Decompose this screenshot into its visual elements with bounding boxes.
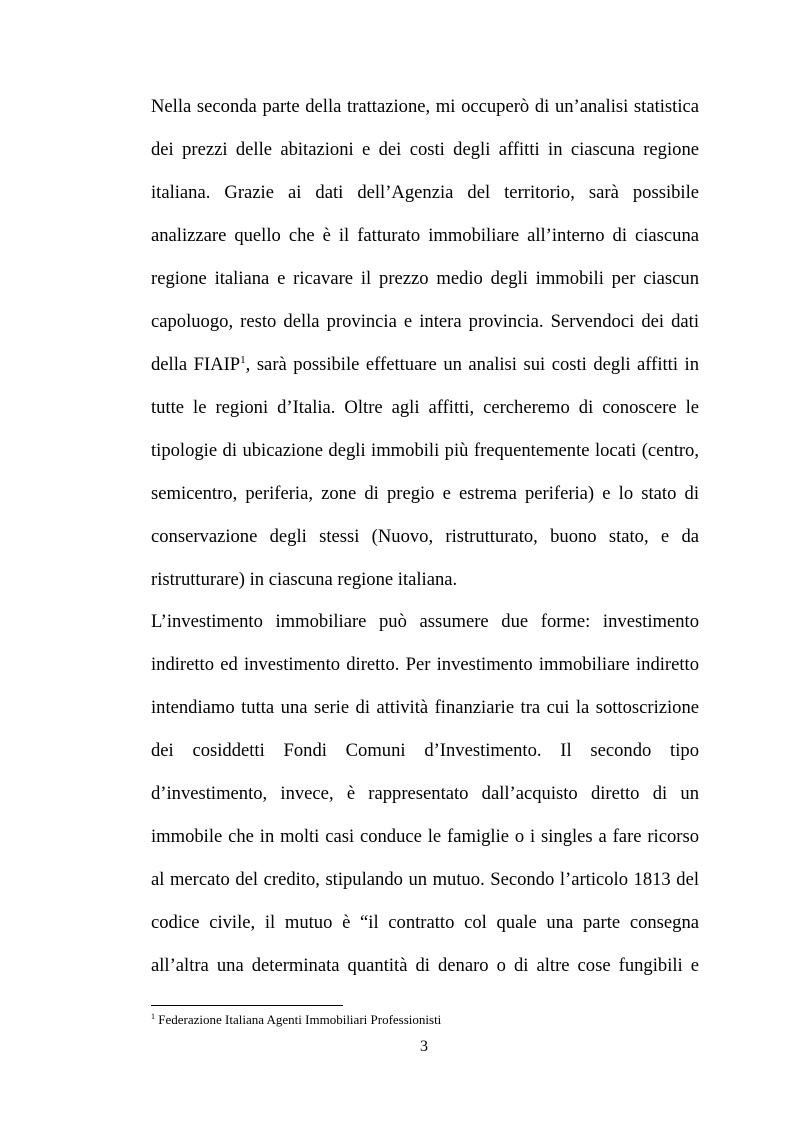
page-number: 3 bbox=[420, 1038, 428, 1055]
body-line-4: analizzare quello che è il fatturato immobiliare all’interno di ciascuna bbox=[151, 225, 699, 246]
body-line-15: intendiamo tutta una serie di attività finanziarie tra cui la sottoscrizione bbox=[151, 697, 699, 718]
footnote-separator bbox=[151, 1005, 343, 1006]
body-line-3: italiana. Grazie ai dati dell’Agenzia del territorio, sarà possibile bbox=[151, 182, 699, 203]
footnote-text: Federazione Italiana Agenti Immobiliari Professionisti bbox=[155, 1012, 442, 1027]
footnote-marker: 1 bbox=[151, 1012, 155, 1021]
body-line-8: tutte le regioni d’Italia. Oltre agli affitti, cercheremo di conoscere le bbox=[151, 397, 699, 418]
body-line-14: indiretto ed investimento diretto. Per investimento immobiliare indiretto bbox=[151, 654, 699, 675]
body-line-12: ristrutturare) in ciascuna regione italiana. bbox=[151, 569, 458, 590]
body-line-18: immobile che in molti casi conduce le famiglie o i singles a fare ricorso bbox=[151, 826, 699, 847]
body-line-11: conservazione degli stessi (Nuovo, ristrutturato, buono stato, e da bbox=[151, 526, 699, 547]
body-line-7-start: della FIAIP bbox=[151, 354, 241, 375]
body-line-6: capoluogo, resto della provincia e intera provincia. Servendoci dei dati bbox=[151, 311, 699, 332]
body-line-21: all’altra una determinata quantità di denaro o di altre cose fungibili e bbox=[151, 955, 699, 976]
footnote-reference: 1 bbox=[240, 354, 246, 366]
body-line-7-end: , sarà possibile effettuare un analisi sui costi degli affitti in bbox=[245, 354, 699, 375]
body-line-19: al mercato del credito, stipulando un mutuo. Secondo l’articolo 1813 del bbox=[151, 869, 699, 890]
body-line-7 bbox=[151, 354, 699, 376]
footnote bbox=[151, 1012, 441, 1028]
body-line-2: dei prezzi delle abitazioni e dei costi degli affitti in ciascuna regione bbox=[151, 139, 699, 160]
body-line-13: L’investimento immobiliare può assumere due forme: investimento bbox=[151, 611, 699, 632]
body-line-17: d’investimento, invece, è rappresentato dall’acquisto diretto di un bbox=[151, 783, 699, 804]
body-line-16: dei cosiddetti Fondi Comuni d’Investimento. Il secondo tipo bbox=[151, 740, 699, 761]
body-line-5: regione italiana e ricavare il prezzo medio degli immobili per ciascun bbox=[151, 268, 699, 289]
body-line-20: codice civile, il mutuo è “il contratto col quale una parte consegna bbox=[151, 912, 699, 933]
body-line-9: tipologie di ubicazione degli immobili più frequentemente locati (centro, bbox=[151, 440, 699, 461]
body-line-1: Nella seconda parte della trattazione, mi occuperò di un’analisi statistica bbox=[151, 96, 699, 117]
body-line-10: semicentro, periferia, zone di pregio e estrema periferia) e lo stato di bbox=[151, 483, 699, 504]
